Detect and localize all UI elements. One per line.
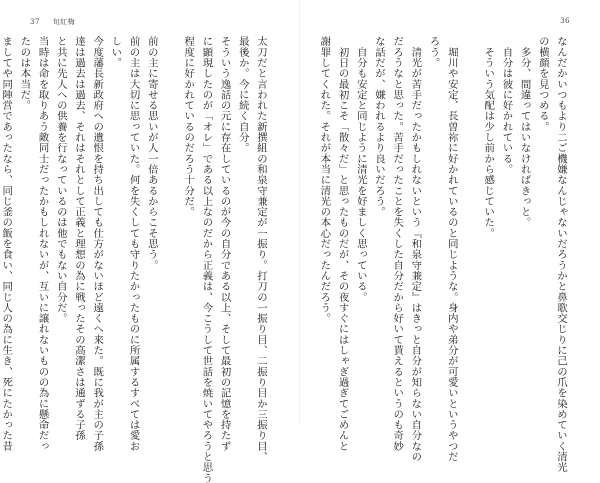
text-line: 当時は命を取りあう敵同士だったかもしれないが、互いに譲れないものの為に懸命だっ	[36, 36, 49, 452]
text-line: 達は過去は過去、それはそれとして正義と理想の為に戦ったその高潔さは通ずる子孫	[72, 36, 85, 441]
running-title: 旬紅梅	[52, 18, 76, 26]
text-line: ろう。	[427, 36, 440, 68]
left-running-head	[30, 17, 75, 27]
text-line: 清光が苦手だったかもしれないという『和泉守兼定』はきっと自分が知らない自分なの	[409, 36, 422, 462]
text-line: 最後か。今に続く自分。	[236, 36, 249, 154]
text-line: 太刀だと言われた新撰組の和泉守兼定が一振り。打刀の一振り目、二振り目か三振り目、	[255, 36, 267, 462]
right-page	[300, 0, 600, 473]
text-line: に顕現したのが「オレ」である以上なのだから正義は、今こうして世話を焼いてやろうと思う	[200, 36, 213, 483]
text-line: 堀川や安定、長曽祢に好かれているのと同じような。身内や弟分が可愛いというやつだ	[445, 36, 458, 462]
blank-line	[461, 36, 479, 392]
text-line: な話だが、嫌われるより良いだろう。	[372, 36, 385, 218]
text-line: だろうなと思った。苦手だったことを失くした自分だから好いて貰えるというのも奇妙	[391, 36, 404, 452]
text-line: の横顔を見つめる。	[536, 36, 549, 132]
right-page-body	[315, 36, 570, 473]
text-line: 前の主は大切に思っていた。何を失くしても守りたかったものに所属するすべては愛お	[127, 36, 140, 452]
blank-line	[161, 36, 179, 392]
right-running-head	[560, 17, 570, 25]
text-line: 自分も安定と同じように清光を好ましく思っている。	[354, 36, 367, 303]
text-line: 初日の最初こそ「散々だ」と思ったものだが、その夜すぐにはしゃぎ過ぎてごめんと	[336, 36, 349, 452]
text-line: ましてや同陣営であったなら、同じ釜の飯を食い、同じ人の為に生き、死にたかった昔	[0, 36, 13, 452]
text-line: そういう逸話の元に存在しているのが今の自分である以上、そして最初の記憶を持たず	[218, 36, 231, 452]
text-line: なんだかいつもより二ご機嫌なんじゃないだろうかと鼻歌交じりに己の爪を染めていく清光	[555, 36, 567, 473]
right-page-number: 36	[560, 17, 570, 25]
left-page-number: 37	[30, 18, 40, 26]
left-page-body	[0, 36, 270, 483]
text-line: たのは本当だ。	[18, 36, 31, 111]
text-line: 前の主に寄せる思いが人一倍あるからこそ思う。	[145, 36, 158, 271]
text-line: 謝罪してくれた。それが本当に清光の本心だったんだろう。	[318, 36, 331, 324]
text-line: 自分は彼に好かれている。	[500, 36, 513, 175]
text-line: そういう気配は少し前から感じていた。	[482, 36, 495, 239]
text-line: しい。	[109, 36, 122, 68]
text-line: 程度に好かれているのだろう十分だ。	[182, 36, 195, 218]
text-line: 多分、間違ってはいなければきっと。	[518, 36, 531, 228]
text-line: 今度藩長新政府への遺恨を持ち出しても仕方がないほど遠くへ来た。既に我が主の子孫	[91, 36, 104, 452]
text-line: と共に先人への供養を行なっているのは他でもない自分だ。	[54, 36, 67, 324]
